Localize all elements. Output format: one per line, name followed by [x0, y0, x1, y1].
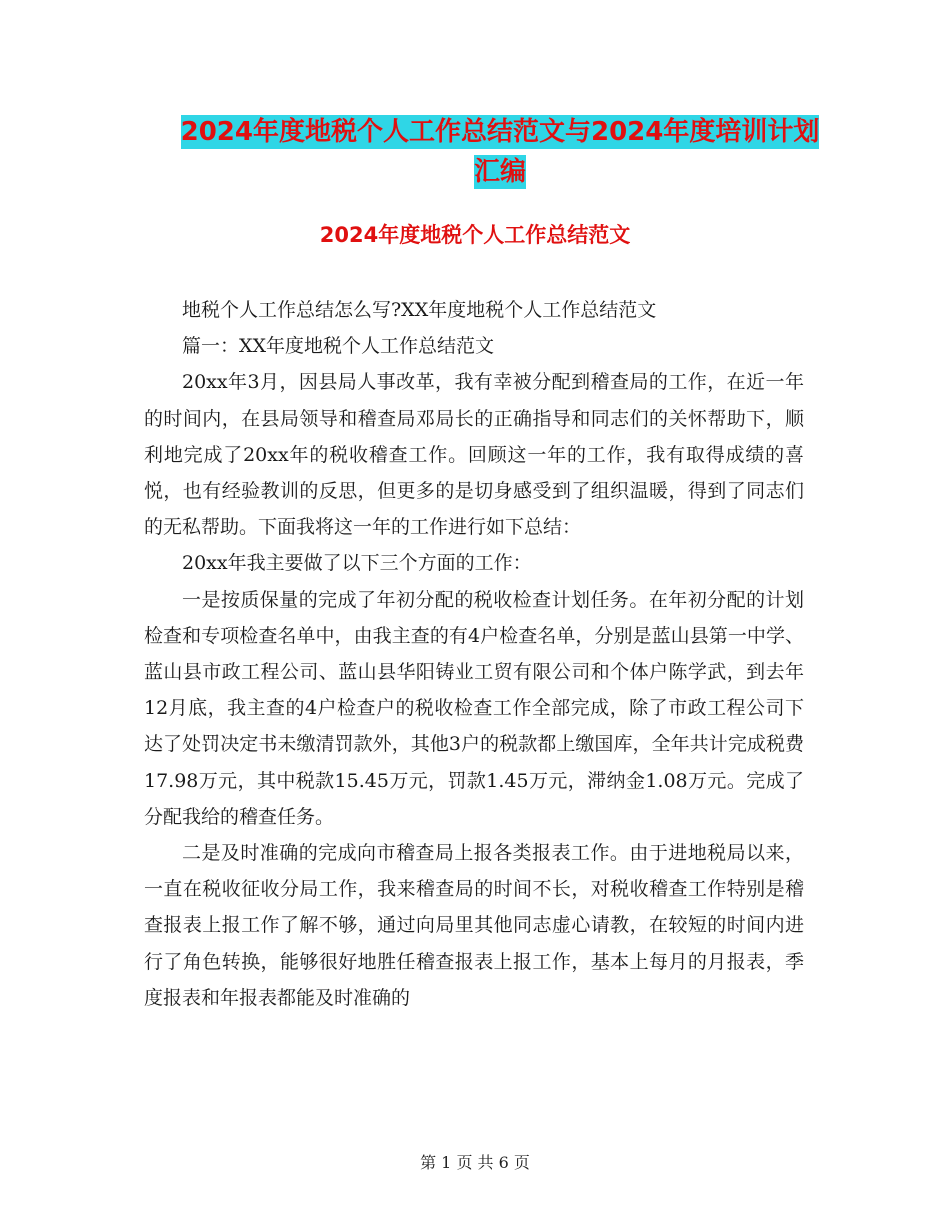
paragraph: 二是及时准确的完成向市稽查局上报各类报表工作。由于进地税局以来，一直在税收征收分局工作，我来稽查局的时间不长，对税收稽查工作特别是稽查报表上报工作了解不够，通过向局里其他同志虚心请教，在较短的时间内进行了角色转换，能够很好地胜任稽查报表上报工作，基本上每月的月报表，季度报表和年报表都能及时准确的	[144, 842, 804, 1009]
document-title	[140, 112, 860, 192]
document-title-line-1: 2024年度地税个人工作总结范文与2024年度培训计划	[180, 117, 820, 147]
document-title-line-2: 汇编	[473, 157, 526, 187]
paragraph: 篇一：XX年度地税个人工作总结范文	[182, 335, 495, 358]
document-body	[144, 292, 804, 1016]
paragraph: 20xx年我主要做了以下三个方面的工作：	[182, 552, 532, 575]
section-title: 2024年度地税个人工作总结范文	[319, 223, 631, 247]
paragraph: 地税个人工作总结怎么写?XX年度地税个人工作总结范文	[182, 299, 657, 321]
paragraph: 20xx年3月，因县局人事改革，我有幸被分配到稽查局的工作，在近一年的时间内，在县局领导和稽查局邓局长的正确指导和同志们的关怀帮助下，顺利地完成了20xx年的税收稽查工作。回顾这一年的工作，我有取得成绩的喜悦，也有经验教训的反思，但更多的是切身感受到了组织温暖，得到了同志们的无私帮助。下面我将这一年的工作进行如下总结：	[144, 371, 804, 539]
paragraph: 一是按质保量的完成了年初分配的税收检查计划任务。在年初分配的计划检查和专项检查名单中，由我主查的有4户检查名单，分别是蓝山县第一中学、蓝山县市政工程公司、蓝山县华阳铸业工贸有限公司和个体户陈学武，到去年12月底，我主查的4户检查户的税收检查工作全部完成，除了市政工程公司下达了处罚决定书未缴清罚款外，其他3户的税款都上缴国库，全年共计完成税费17.98万元，其中税款15.45万元，罚款1.45万元，滞纳金1.08万元。完成了分配我给的稽查任务。	[144, 588, 804, 828]
page-footer: 第 1 页 共 6 页	[420, 1153, 530, 1172]
